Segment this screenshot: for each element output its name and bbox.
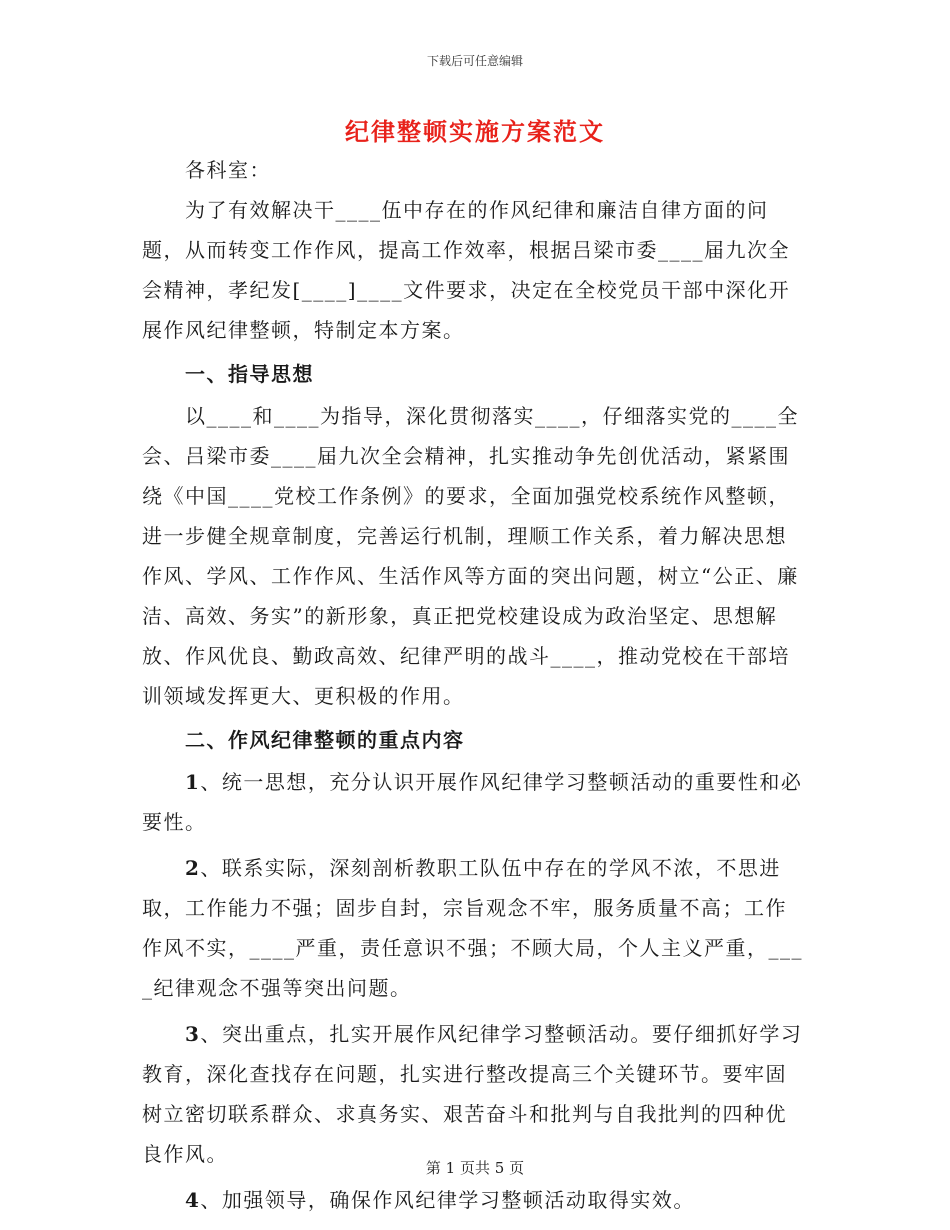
list-item-number: 1 xyxy=(185,770,201,794)
list-item-text: 、加强领导，确保作风纪律学习整顿活动取得实效。 xyxy=(200,1188,695,1212)
list-item-text: 、统一思想，充分认识开展作风纪律学习整顿活动的重要性和必要性。 xyxy=(142,770,803,834)
page-footer: 第 1 页共 5 页 xyxy=(425,1159,525,1177)
list-item-number: 4 xyxy=(185,1188,201,1212)
document-title: 纪律整顿实施方案范文 xyxy=(345,118,605,146)
list-item-number: 3 xyxy=(185,1022,201,1046)
intro-paragraph: 为了有效解决干____伍中存在的作风纪律和廉洁自律方面的问题，从而转变工作作风，提高工作效率，根据吕梁市委____届九次全会精神，孝纪发[____]____文件要求，决定在全校党员干部中深化开展作风纪律整顿，特制定本方案。 xyxy=(142,198,791,342)
list-item-text: 、联系实际，深刻剖析教职工队伍中存在的学风不浓，不思进取，工作能力不强；固步自封，宗旨观念不牢，服务质量不高；工作作风不实，____严重，责任意识不强；不顾大局，个人主义严重，____纪律观念不强等突出问题。 xyxy=(142,856,803,1000)
section1-heading: 一、指导思想 xyxy=(185,362,314,386)
list-item-text: 、突出重点，扎实开展作风纪律学习整顿活动。要仔细抓好学习教育，深化查找存在问题，扎实进行整改提高三个关键环节。要牢固树立密切联系群众、求真务实、艰苦奋斗和批判与自我批判的四种优良作风。 xyxy=(142,1022,803,1166)
list-item xyxy=(142,1180,808,1220)
salutation: 各科室： xyxy=(185,158,271,182)
header-note: 下载后可任意编辑 xyxy=(426,54,523,68)
list-item xyxy=(142,848,808,1008)
section1-paragraph: 以____和____为指导，深化贯彻落实____，仔细落实党的____全会、吕梁市委____届九次全会精神，扎实推动争先创优活动，紧紧围绕《中国____党校工作条例》的要求，全面加强党校系统作风整顿，进一步健全规章制度，完善运行机制，理顺工作关系，着力解决思想作风、学风、工作作风、生活作风等方面的突出问题，树立“公正、廉洁、高效、务实”的新形象，真正把党校建设成为政治坚定、思想解放、作风优良、勤政高效、纪律严明的战斗____，推动党校在干部培训领域发挥更大、更积极的作用。 xyxy=(142,404,799,708)
list-item xyxy=(142,1014,808,1174)
document-body xyxy=(142,150,808,1220)
list-item-number: 2 xyxy=(185,856,201,880)
section2-heading: 二、作风纪律整顿的重点内容 xyxy=(185,728,465,752)
list-item xyxy=(142,762,808,842)
